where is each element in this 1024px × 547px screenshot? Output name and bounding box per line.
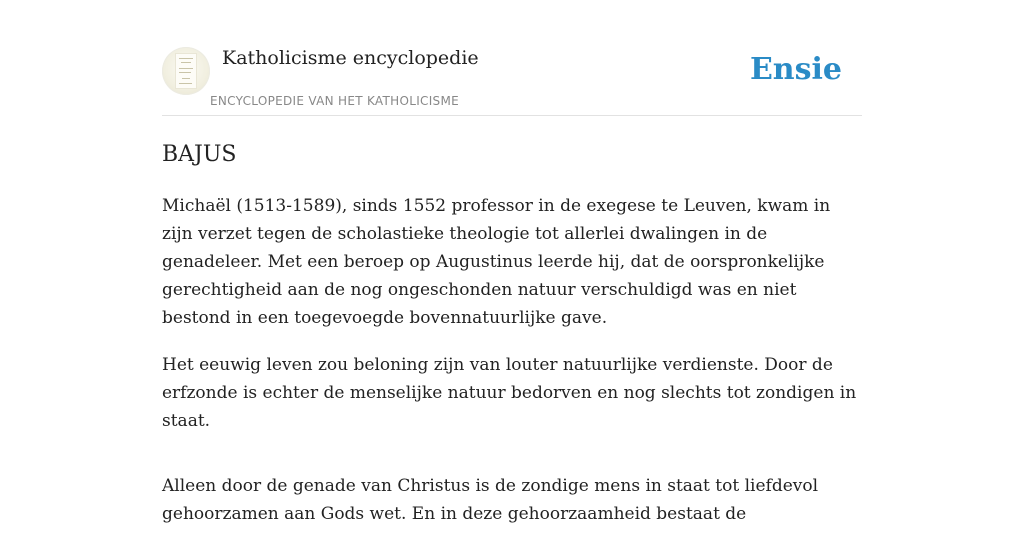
entry-title: BAJUS: [162, 142, 237, 167]
book-cover-icon: [175, 53, 197, 89]
article-paragraph: Michaël (1513-1589), sinds 1552 professor in de exegese te Leuven, kwam in zijn verzet tegen de scholastieke theologie tot allerlei dwalingen in de genadeleer. Met een beroep op Augustinus leerde hij, dat de oorspronkelijke gerechtigheid aan de nog ongeschonden natuur verschuldigd was en niet bestond in een toegevoegde bovennatuurlijke gave.: [162, 196, 831, 328]
article-paragraph: Alleen door de genade van Christus is de zondige mens in staat tot liefdevol gehoorzamen aan Gods wet. En in deze gehoorzaamheid bestaat de: [162, 476, 819, 524]
content-column: [162, 0, 862, 524]
site-title[interactable]: Katholicisme encyclopedie: [222, 47, 479, 69]
article-body: [162, 192, 862, 547]
encyclopedia-logo[interactable]: [162, 47, 210, 95]
site-subtitle: ENCYCLOPEDIE VAN HET KATHOLICISME: [210, 94, 459, 108]
site-header: [162, 0, 862, 116]
ensie-brand-link[interactable]: Ensie: [749, 52, 842, 87]
article-paragraph: Het eeuwig leven zou beloning zijn van louter natuurlijke verdienste. Door de erfzonde is echter de menselijke natuur bedorven en nog slechts tot zondigen in staat.: [162, 355, 857, 431]
